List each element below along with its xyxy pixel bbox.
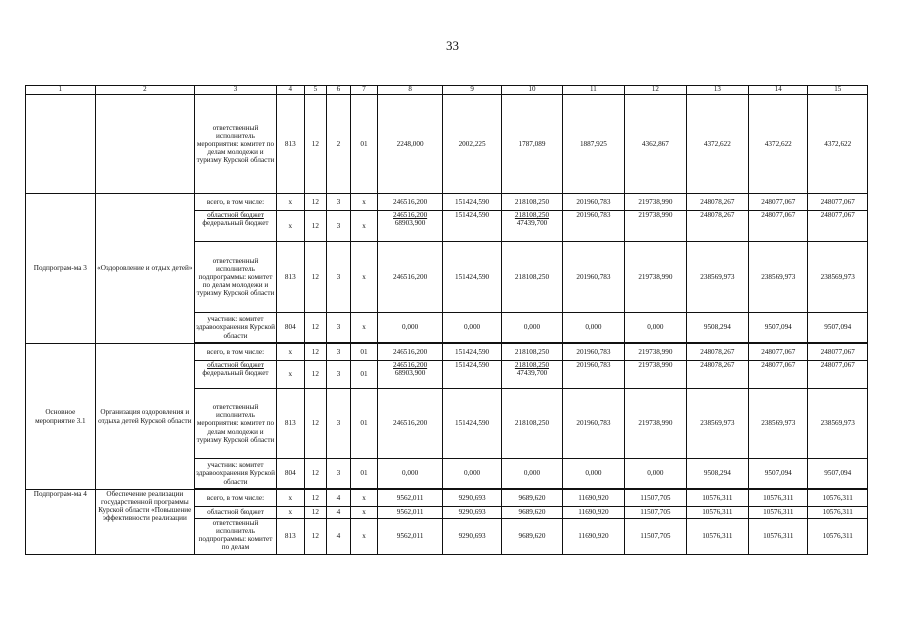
value-cell: 248077,067 [808,361,868,389]
value-cell: 238569,973 [808,242,868,313]
col-header: 5 [304,86,327,95]
col-header: 12 [625,86,686,95]
value-cell: 10576,311 [686,519,748,555]
code-cell: 12 [304,389,327,459]
value-cell: 0,000 [378,313,443,343]
value-cell: 248077,067 [749,361,808,389]
federal-value: 47439,700 [516,369,548,378]
code-cell: 4 [327,490,351,507]
code-cell: х [350,507,378,519]
value-cell: 9689,620 [502,519,562,555]
value-cell: 0,000 [442,459,501,489]
total-label: всего, в том числе: [195,344,277,361]
value-cell: 151424,590 [442,211,501,242]
value-cell: 11507,705 [625,490,686,507]
code-cell: 4 [327,519,351,555]
value-cell: 219738,990 [625,211,686,242]
value-cell: 9290,693 [442,507,501,519]
value-cell: 246516,200 [378,389,443,459]
budget-source-cell [195,211,277,242]
value-cell: 9508,294 [686,459,748,489]
value-cell: 9562,011 [378,519,443,555]
value-cell: 11690,920 [562,507,624,519]
value-cell: 248078,267 [686,211,748,242]
value-cell: 4372,622 [808,95,868,194]
col-header: 9 [442,86,501,95]
code-cell: 01 [350,459,378,489]
grbs-cell: х [276,490,304,507]
code-cell: 12 [304,344,327,361]
value-cell: 151424,590 [442,194,501,211]
value-cell: 9507,094 [749,459,808,489]
table-row [26,490,868,507]
code-cell: 12 [304,507,327,519]
value-cell: 218108,250 [502,344,562,361]
grbs-cell: 813 [276,242,304,313]
regional-value: 218108,250 [514,361,550,369]
value-cell: 0,000 [502,313,562,343]
col-header: 13 [686,86,748,95]
subprogram-cell: Подпрограм-ма 3 [26,194,96,344]
value-cell: 1787,089 [502,95,562,194]
value-cell: 2248,000 [378,95,443,194]
participant-cell: участник: комитет здравоохранения Курской области [195,313,277,343]
budget-table [25,85,868,555]
regional-value: 246516,200 [393,211,428,219]
value-cell: 201960,783 [562,194,624,211]
value-cell: 201960,783 [562,344,624,361]
regional-budget-label: областной бюджет [207,361,264,369]
code-cell: 01 [350,389,378,459]
value-cell: 218108,250 [502,389,562,459]
code-cell: 12 [304,459,327,489]
col-header: 15 [808,86,868,95]
value-cell: 4372,622 [686,95,748,194]
code-cell: х [350,313,378,343]
value-cell: 9290,693 [442,519,501,555]
value-cell: 246516,200 [378,242,443,313]
value-cell: 0,000 [625,313,686,343]
grbs-cell: х [276,361,304,389]
value-cell: 238569,973 [749,242,808,313]
value-cell: 10576,311 [749,519,808,555]
value-cell: 218108,250 [502,242,562,313]
value-cell: 248078,267 [686,361,748,389]
code-cell: 01 [350,361,378,389]
value-cell: 0,000 [442,313,501,343]
subprogram-cell: Подпрограм-ма 4 [26,490,96,555]
federal-value: 68903,900 [394,369,426,378]
executor-cell: ответственный исполнитель подпрограммы: комитет по делам молодежи и туризму Курской области [195,242,277,313]
value-cell [502,361,562,389]
value-cell: 151424,590 [442,242,501,313]
total-label: всего, в том числе: [195,490,277,507]
budget-source-cell [195,361,277,389]
grbs-cell: х [276,194,304,211]
title-cell: Обеспечение реализации государственной программы Курской области «Повышение эффективности реализации [95,490,194,555]
value-cell: 201960,783 [562,361,624,389]
col-header: 2 [95,86,194,95]
value-cell [502,211,562,242]
value-cell: 9689,620 [502,490,562,507]
federal-budget-label: федеральный бюджет [202,219,269,228]
executor-cell: ответственный исполнитель мероприятия: комитет по делам молодежи и туризму Курской области [195,389,277,459]
federal-budget-label: федеральный бюджет [202,369,269,378]
table-row [26,194,868,211]
value-cell: 9290,693 [442,490,501,507]
federal-value: 68903,900 [394,219,426,228]
code-cell: 12 [304,361,327,389]
value-cell: 1887,925 [562,95,624,194]
value-cell: 9507,094 [749,313,808,343]
value-cell: 9689,620 [502,507,562,519]
code-cell: 12 [304,242,327,313]
table-row [26,344,868,361]
value-cell [378,211,443,242]
participant-cell: участник: комитет здравоохранения Курской области [195,459,277,489]
value-cell: 9562,011 [378,490,443,507]
title-cell [95,95,194,194]
value-cell: 246516,200 [378,194,443,211]
value-cell: 201960,783 [562,389,624,459]
value-cell: 248077,067 [808,194,868,211]
value-cell: 9507,094 [808,313,868,343]
value-cell: 11690,920 [562,490,624,507]
subprogram-cell: Основное мероприятие 3.1 [26,344,96,490]
code-cell: х [350,194,378,211]
value-cell: 10576,311 [808,490,868,507]
col-header: 4 [276,86,304,95]
value-cell: 11507,705 [625,519,686,555]
col-header: 14 [749,86,808,95]
value-cell: 238569,973 [749,389,808,459]
col-header: 3 [195,86,277,95]
value-cell: 248078,267 [686,194,748,211]
value-cell: 11507,705 [625,507,686,519]
value-cell: 0,000 [562,459,624,489]
code-cell: 3 [327,242,351,313]
code-cell: 12 [304,211,327,242]
regional-value: 246516,200 [393,361,428,369]
col-header: 1 [26,86,96,95]
value-cell: 11690,920 [562,519,624,555]
value-cell: 10576,311 [686,490,748,507]
value-cell: 248077,067 [749,194,808,211]
code-cell: 12 [304,95,327,194]
value-cell: 238569,973 [808,389,868,459]
executor-cell: ответственный исполнитель мероприятия: комитет по делам молодежи и туризму Курской области [195,95,277,194]
code-cell: 2 [327,95,351,194]
col-header: 6 [327,86,351,95]
value-cell: 9508,294 [686,313,748,343]
grbs-cell: 813 [276,95,304,194]
value-cell: 219738,990 [625,242,686,313]
value-cell: 0,000 [378,459,443,489]
value-cell: 151424,590 [442,344,501,361]
code-cell: 3 [327,313,351,343]
code-cell: 12 [304,490,327,507]
value-cell: 201960,783 [562,242,624,313]
value-cell: 10576,311 [749,490,808,507]
value-cell: 10576,311 [808,519,868,555]
value-cell: 2002,225 [442,95,501,194]
code-cell: 01 [350,95,378,194]
total-label: всего, в том числе: [195,194,277,211]
grbs-cell: х [276,507,304,519]
budget-source-cell: областной бюджет [195,507,277,519]
value-cell: 219738,990 [625,361,686,389]
code-cell: 3 [327,361,351,389]
value-cell: 246516,200 [378,344,443,361]
code-cell: 3 [327,211,351,242]
code-cell: 01 [350,344,378,361]
value-cell: 248078,267 [686,344,748,361]
grbs-cell: 804 [276,313,304,343]
value-cell: 151424,590 [442,361,501,389]
code-cell: х [350,519,378,555]
grbs-cell: х [276,344,304,361]
code-cell: 12 [304,313,327,343]
code-cell: 12 [304,194,327,211]
code-cell: х [350,211,378,242]
subprogram-cell [26,95,96,194]
value-cell: 10576,311 [686,507,748,519]
value-cell: 248077,067 [808,211,868,242]
title-cell: «Оздоровление и отдых детей» [95,194,194,344]
value-cell: 4362,867 [625,95,686,194]
value-cell [378,361,443,389]
federal-value: 47439,700 [516,219,548,228]
header-row [26,86,868,95]
grbs-cell: х [276,211,304,242]
code-cell: 12 [304,519,327,555]
col-header: 11 [562,86,624,95]
value-cell: 9562,011 [378,507,443,519]
col-header: 8 [378,86,443,95]
value-cell: 4372,622 [749,95,808,194]
value-cell: 219738,990 [625,389,686,459]
value-cell: 0,000 [502,459,562,489]
grbs-cell: 813 [276,519,304,555]
regional-value: 218108,250 [514,211,550,219]
code-cell: 3 [327,344,351,361]
value-cell: 201960,783 [562,211,624,242]
code-cell: 3 [327,459,351,489]
title-cell: Организация оздоровления и отдыха детей Курской области [95,344,194,490]
value-cell: 248077,067 [808,344,868,361]
grbs-cell: 804 [276,459,304,489]
value-cell: 218108,250 [502,194,562,211]
value-cell: 0,000 [625,459,686,489]
code-cell: х [350,242,378,313]
value-cell: 10576,311 [749,507,808,519]
value-cell: 248077,067 [749,344,808,361]
value-cell: 10576,311 [808,507,868,519]
regional-budget-label: областной бюджет [207,211,264,219]
executor-cell: ответственный исполнитель подпрограммы: комитет по делам [195,519,277,555]
value-cell: 9507,094 [808,459,868,489]
value-cell: 0,000 [562,313,624,343]
code-cell: х [350,490,378,507]
col-header: 7 [350,86,378,95]
value-cell: 238569,973 [686,242,748,313]
value-cell: 248077,067 [749,211,808,242]
code-cell: 3 [327,194,351,211]
page-number: 33 [446,38,459,53]
grbs-cell: 813 [276,389,304,459]
code-cell: 3 [327,389,351,459]
value-cell: 219738,990 [625,344,686,361]
value-cell: 238569,973 [686,389,748,459]
value-cell: 219738,990 [625,194,686,211]
col-header: 10 [502,86,562,95]
table-row [26,95,868,194]
value-cell: 151424,590 [442,389,501,459]
code-cell: 4 [327,507,351,519]
